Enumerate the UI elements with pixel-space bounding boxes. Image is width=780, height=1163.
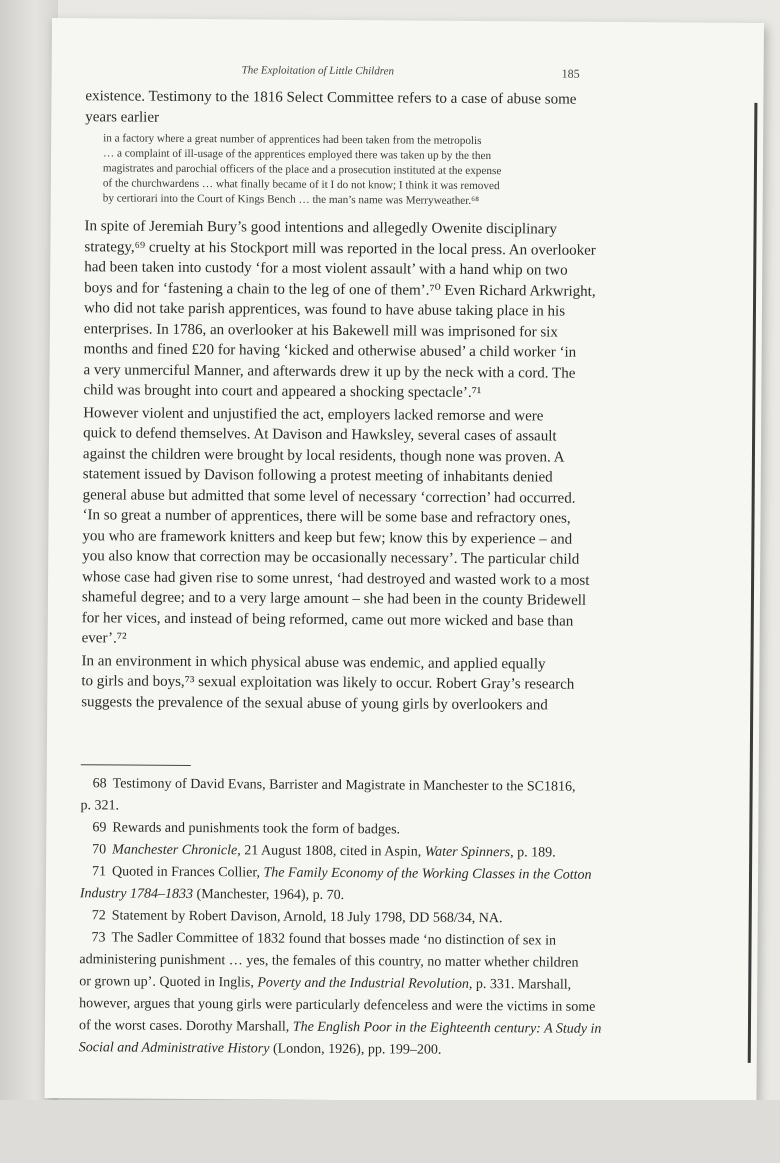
footnotes (79, 773, 661, 1063)
page-edge-shadow (748, 103, 758, 1063)
paragraph-line: a very unmerciful Manner, and afterwards drew it up by the neck with a cord. The (83, 361, 576, 382)
quote-line: … a complaint of ill-usage of the apprentices employed there was taken up by the then (103, 147, 492, 163)
footnote-68 (80, 773, 660, 821)
paragraph-line: In spite of Jeremiah Bury’s good intentions and allegedly Owenite disciplinary (84, 218, 557, 238)
footnote-number: 68 (92, 776, 107, 792)
paragraph-line: quick to defend themselves. At Davison and Hawksley, several cases of assault (83, 425, 557, 445)
block-quote (85, 131, 666, 210)
paragraph-line: However violent and unjustified the act, employers lacked remorse and were (83, 404, 544, 424)
footnote-text: p. 321. (80, 798, 120, 814)
footnote-title: Social and Administrative History (78, 1040, 270, 1057)
footnote-text: Quoted in Frances Collier, (111, 864, 264, 881)
table-surface (0, 1100, 780, 1163)
footnote-title: The English Poor in the Eighteenth century: A Study in (292, 1019, 602, 1037)
paragraph-line: shameful degree; and to a very large amount – she had been in the county Bridewell (81, 589, 587, 609)
paragraph-1 (83, 216, 664, 405)
paragraph-line: against the children were brought by local residents, though none was proven. A (82, 445, 565, 466)
paragraph-line: boys and for ‘fastening a chain to the leg of one of them’.⁷⁰ Even Richard Arkwright, (84, 279, 596, 300)
footnote-number: 70 (92, 842, 107, 858)
footnote-number: 73 (91, 930, 106, 946)
footnote-text: Rewards and punishments took the form of badges. (112, 820, 401, 838)
footnote-text: Statement by Robert Davison, Arnold, 18 July 1798, DD 568/34, NA. (111, 908, 503, 927)
footnote-text: , p. 331. Marshall, (468, 976, 572, 993)
footnote-text: Testimony of David Evans, Barrister and Magistrate in Manchester to the SC1816, (112, 776, 576, 795)
footnote-title: Manchester Chronicle (112, 842, 238, 859)
footnote-number: 71 (91, 864, 107, 880)
footnote-text: , 21 August 1808, cited in Aspin, (237, 843, 425, 860)
running-head: The Exploitation of Little Children (241, 64, 395, 78)
footnote-title: Industry 1784–1833 (79, 886, 194, 903)
paragraph-line: months and fined £20 for having ‘kicked and otherwise abused’ a child worker ‘in (83, 341, 577, 361)
footnote-text: however, argues that young girls were particularly defenceless and were the victims in some (79, 996, 596, 1015)
paragraph-line: whose case had given rise to some unrest, ‘had destroyed and wasted work to a most (82, 568, 590, 589)
footnote-text: (London, 1926), pp. 199–200. (269, 1041, 442, 1058)
footnote-text: of the worst cases. Dorothy Marshall, (78, 1018, 293, 1035)
paragraph-line: strategy,⁶⁹ cruelty at his Stockport mill was reported in the local press. An overlooker (84, 238, 596, 259)
quote-line: magistrates and parochial officers of the place and a prosecution instituted at the expense (102, 162, 502, 178)
quote-line: of the churchwardens … what finally became of it I do not know; I think it was removed (102, 177, 500, 193)
footnote-text: , p. 189. (510, 845, 556, 861)
paragraph-line: for her vices, and instead of being reformed, came out more wicked and base than (81, 609, 574, 630)
footnote-text: (Manchester, 1964), p. 70. (193, 887, 345, 904)
footnote-number: 72 (91, 908, 106, 924)
quote-line: in a factory where a great number of apprentices had been taken from the metropolis (103, 132, 482, 148)
footnote-title: Poverty and the Industrial Revolution (257, 975, 469, 992)
paragraph-line: ‘In so great a number of apprentices, there will be some base and refractory ones, (82, 507, 571, 527)
paragraph-3 (81, 651, 661, 717)
footnote-71 (80, 861, 660, 909)
footnote-title: The Family Economy of the Working Classes in the Cotton (263, 865, 592, 883)
intro-line: years earlier (85, 108, 160, 126)
paragraph-line: you also know that correction may be occasionally necessary’. The particular child (82, 548, 580, 568)
footnote-title: Water Spinners (424, 844, 511, 861)
intro-line: existence. Testimony to the 1816 Select Committee refers to a case of abuse some (85, 88, 577, 108)
quote-line: by certiorari into the Court of Kings Bench … the man’s name was Merryweather.⁶⁸ (102, 192, 480, 207)
paragraph-line: ever’.⁷² (81, 630, 127, 647)
paragraph-line: statement issued by Davison following a protest meeting of inhabitants denied (82, 466, 553, 486)
book-page (44, 18, 764, 1103)
paragraph-line: child was brought into court and appeared a shocking spectacle’.⁷¹ (83, 382, 482, 402)
paragraph-line: you who are framework knitters and keep but few; know this by experience – and (82, 527, 573, 548)
footnote-number: 69 (92, 820, 107, 836)
page-number: 185 (561, 66, 580, 81)
paragraph-line: who did not take parish apprentices, was found to have abuse taking place in his (83, 300, 566, 320)
footnote-73 (79, 927, 660, 1063)
body-text (79, 86, 666, 1063)
paragraph-line: general abuse but admitted that some level of necessary ‘correction’ had occurred. (82, 486, 576, 507)
paragraph-line: to girls and boys,⁷³ sexual exploitation was likely to occur. Robert Gray’s research (81, 673, 575, 693)
paragraph-2 (82, 403, 664, 653)
footnote-text: The Sadler Committee of 1832 found that bosses made ‘no distinction of sex in (111, 930, 557, 949)
paragraph-line: suggests the prevalence of the sexual abuse of young girls by overlookers and (81, 693, 548, 713)
footnote-rule (81, 764, 191, 766)
footnote-text: administering punishment … yes, the females of this country, no matter whether children (79, 952, 579, 971)
paragraph-line: had been taken into custody ‘for a most violent assault’ with a hand whip on two (84, 259, 568, 279)
footnote-text: or grown up’. Quoted in Inglis, (79, 974, 258, 991)
paragraph-line: enterprises. In 1786, an overlooker at his Bakewell mill was imprisoned for six (83, 320, 558, 341)
paragraph-line: In an environment in which physical abuse was endemic, and applied equally (81, 652, 546, 672)
